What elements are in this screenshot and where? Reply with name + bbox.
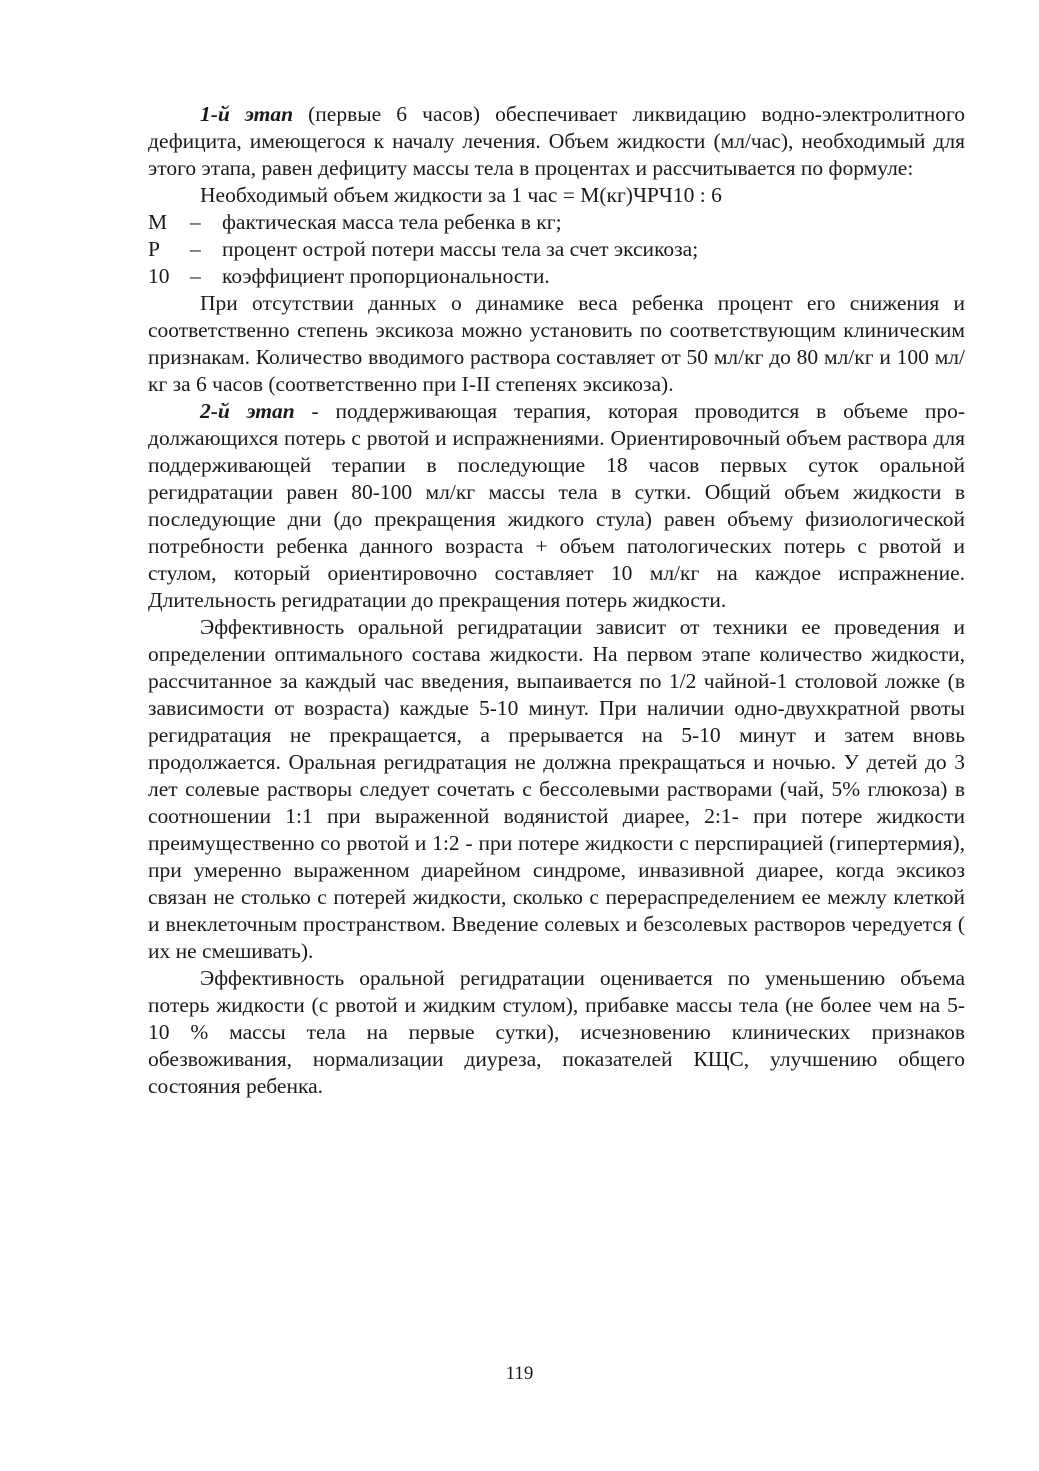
legend-symbol: М: [148, 210, 168, 234]
legend-symbol: 10: [148, 264, 170, 288]
paragraph-stage-1: [148, 101, 965, 182]
legend-item-10: [148, 263, 965, 290]
formula-line: Необходимый объем жидкости за 1 час = М(кг)ЧРЧ10 : 6: [200, 183, 722, 207]
stage-2-heading: 2-й этап: [200, 399, 295, 423]
legend-description: коэффициент пропорциональности.: [222, 264, 550, 288]
page-body: [148, 101, 965, 1100]
legend-dash: –: [190, 210, 201, 234]
stage-1-heading: 1-й этап: [200, 102, 294, 126]
paragraph-weight-loss: При отсутствии данных о динамике веса ребенка процент его снижения и соответственно степень эксикоза можно установить по соответствующим клиническим признакам. Количество вводимого раствора составляет от 50 мл/кг до 80 мл/кг и 100 мл/кг за 6 часов (соответственно при I-II степенях эксикоза).: [148, 291, 965, 396]
paragraph-effectiveness-technique: Эффективность оральной регидратации зависит от техники ее проведения и определении оптимального состава жидкости. На первом этапе количество жидкости, рассчитанное за каждый час введения, выпаивается по 1/2 чайной-1 столовой ложке (в зависимости от возраста) каждые 5-10 минут. При наличии одно-двухкратной рвоты регидратация не прекращается, а прерывается на 5-10 минут и затем вновь продолжается. Оральная регидратация не должна прекращаться и ночью. У детей до 3 лет солевые растворы следует сочетать с бессолевыми растворами (чай, 5% глюкоза) в соотношении 1:1 при выраженной водянистой диарее, 2:1- при потере жидкости преимущественно со рвотой и 1:2 - при потере жидкости с перспирацией (гипертермия), при умеренно выраженном диарейном синдроме, инвазивной диарее, когда эксикоз связан не столько с потерей жидкости, сколько с перераспределением ее межлу клеткой и внеклеточным пространством. Введение солевых и безсолевых растворов чередуется ( их не смешивать).: [148, 615, 965, 963]
stage-1-text: (первые 6 часов) обеспечивает ликвидацию водно-электролитного дефицита, имеющегося к началу лечения. Объем жидкости (мл/час), необходимый для этого этапа, равен дефициту массы тела в процентах и рассчитывается по формуле:: [148, 102, 966, 180]
legend-item-m: [148, 209, 965, 236]
stage-2-text: - поддерживающая терапия, которая проводится в объеме продолжающихся потерь с рвотой и испражнениями. Ориентировочный объем раствора для поддерживающей терапии в последующие 18 часов первых суток оральной регидратации равен 80-100 мл/кг массы тела в сутки. Общий объем жидкости в последующие дни (до прекращения жидкого стула) равен объему физиологической потребности ребенка данного возраста + объем патологических потерь с рвотой и стулом, который ориентировочно составляет 10 мл/кг на каждое испражнение. Длительность регидратации до прекращения потерь жидкости.: [148, 399, 966, 612]
legend-symbol: Р: [148, 237, 160, 261]
legend-dash: –: [190, 264, 201, 288]
legend-dash: –: [190, 237, 201, 261]
legend-item-p: [148, 236, 965, 263]
paragraph-effectiveness-evaluation: Эффективность оральной регидратации оценивается по уменьшению объема потерь жидкости (с рвотой и жидким стулом), прибавке массы тела (не более чем на 5-10 % массы тела на первые сутки), исчезновению клинических признаков обезвоживания, нормализации диуреза, показателей КЩС, улучшению общего состояния ребенка.: [148, 966, 965, 1098]
paragraph-stage-2: [148, 398, 965, 614]
legend-description: фактическая масса тела ребенка в кг;: [222, 210, 562, 234]
legend-description: процент острой потери массы тела за счет эксикоза;: [222, 237, 699, 261]
page-number: 119: [505, 1363, 534, 1384]
